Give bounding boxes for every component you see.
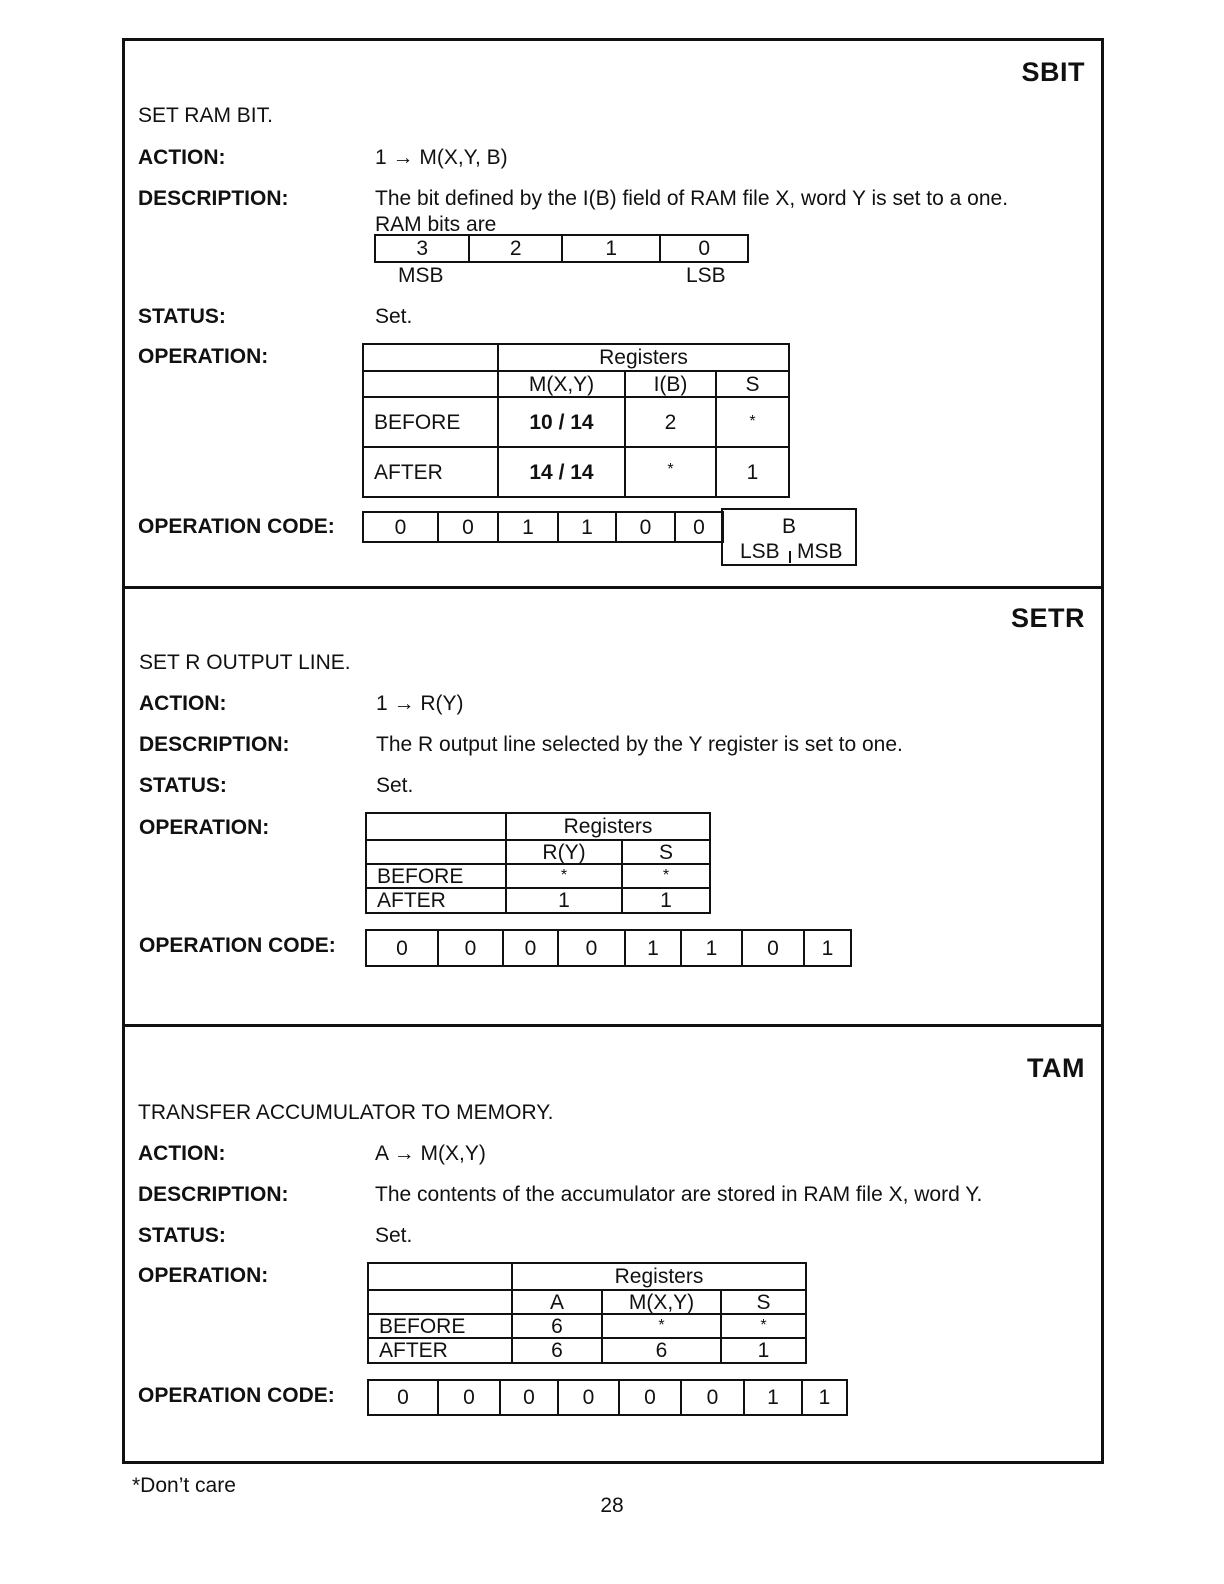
opcode-bit: 0 (675, 512, 723, 542)
opcode-bit: 0 (500, 1380, 558, 1415)
tam-operation-table (367, 1262, 807, 1364)
table-cell: 10 / 14 (498, 397, 625, 447)
tam-action: A → M(X,Y) (375, 1142, 486, 1165)
ram-bit-cell: 2 (469, 235, 562, 262)
opcode-bit: 1 (498, 512, 558, 542)
tam-action-label: ACTION: (138, 1142, 226, 1165)
page-number: 28 (600, 1494, 624, 1517)
table-cell: 2 (625, 397, 716, 447)
table-cell: 1 (506, 888, 622, 913)
sbit-description-label: DESCRIPTION: (138, 187, 289, 210)
column-header: S (721, 1290, 806, 1314)
ram-bit-cell: 0 (660, 235, 748, 262)
sbit-operation-table (362, 343, 790, 498)
opcode-bit: 1 (681, 930, 742, 966)
after-row-label: AFTER (366, 888, 506, 913)
opcode-bit: 0 (366, 930, 438, 966)
tam-status: Set. (375, 1224, 413, 1247)
setr-status-label: STATUS: (139, 774, 227, 797)
table-cell: 14 / 14 (498, 447, 625, 497)
column-header: R(Y) (506, 840, 622, 864)
ram-bit-cell: 1 (562, 235, 660, 262)
before-row-label: BEFORE (363, 397, 498, 447)
sbit-opcode-label: OPERATION CODE: (138, 515, 335, 538)
sbit-status-label: STATUS: (138, 305, 226, 328)
footnote: *Don’t care (132, 1474, 236, 1497)
opcode-bit: 0 (742, 930, 804, 966)
opcode-b-msb: MSB (797, 540, 843, 563)
opcode-b-lsb: LSB (740, 540, 780, 563)
tam-status-label: STATUS: (138, 1224, 226, 1247)
opcode-bit: 0 (438, 512, 498, 542)
instruction-frame (122, 38, 1104, 1464)
tam-description: The contents of the accumulator are stored in RAM file X, word Y. (375, 1183, 983, 1206)
table-cell: 6 (512, 1314, 602, 1338)
sbit-action: 1 → M(X,Y, B) (375, 146, 508, 169)
opcode-bit: 0 (363, 512, 438, 542)
registers-header: Registers (512, 1263, 806, 1290)
tam-operation-label: OPERATION: (138, 1264, 269, 1287)
opcode-bit: 0 (558, 1380, 619, 1415)
sbit-mnemonic: SBIT (1021, 57, 1085, 87)
table-cell: * (721, 1314, 806, 1338)
opcode-b-field (721, 508, 857, 566)
setr-opcode-diagram (365, 929, 852, 967)
column-header: I(B) (625, 371, 716, 397)
opcode-bit: 0 (681, 1380, 744, 1415)
opcode-bit: 0 (558, 930, 625, 966)
table-cell: * (506, 864, 622, 888)
opcode-bit: 0 (616, 512, 675, 542)
setr-operation-table (365, 812, 711, 914)
before-row-label: BEFORE (366, 864, 506, 888)
column-header: S (622, 840, 710, 864)
table-cell: 1 (721, 1338, 806, 1363)
column-header: M(X,Y) (602, 1290, 721, 1314)
sbit-action-label: ACTION: (138, 146, 226, 169)
table-cell: * (625, 447, 716, 497)
sbit-description: The bit defined by the I(B) field of RAM file X, word Y is set to a one. (375, 187, 1009, 210)
tam-opcode-diagram (367, 1379, 848, 1416)
setr-opcode-label: OPERATION CODE: (139, 934, 336, 957)
table-cell: 6 (602, 1338, 721, 1363)
tam-mnemonic: TAM (1027, 1053, 1085, 1083)
sbit-opcode-diagram (362, 511, 724, 543)
table-cell: 1 (622, 888, 710, 913)
setr-action: 1 → R(Y) (376, 692, 464, 715)
before-row-label: BEFORE (368, 1314, 512, 1338)
setr-operation-label: OPERATION: (139, 816, 270, 839)
opcode-bit: 1 (804, 930, 851, 966)
setr-description-label: DESCRIPTION: (139, 733, 290, 756)
opcode-bit: 1 (744, 1380, 802, 1415)
sbit-section (125, 41, 1101, 586)
after-row-label: AFTER (363, 447, 498, 497)
registers-header: Registers (506, 813, 710, 840)
opcode-bit: 1 (802, 1380, 847, 1415)
tam-section (125, 1027, 1101, 1464)
opcode-bit: 1 (625, 930, 681, 966)
column-header: S (716, 371, 789, 397)
registers-header: Registers (498, 344, 789, 371)
table-cell: * (716, 397, 789, 447)
tam-description-label: DESCRIPTION: (138, 1183, 289, 1206)
sbit-status: Set. (375, 305, 413, 328)
setr-mnemonic: SETR (1010, 603, 1085, 633)
tam-title: TRANSFER ACCUMULATOR TO MEMORY. (138, 1101, 554, 1124)
opcode-bit: 0 (438, 930, 503, 966)
setr-action-label: ACTION: (139, 692, 227, 715)
opcode-bit: 1 (558, 512, 616, 542)
after-row-label: AFTER (368, 1338, 512, 1363)
opcode-b-label: B (781, 515, 796, 538)
opcode-b-split (789, 551, 791, 563)
msb-label: MSB (398, 264, 444, 287)
setr-title: SET R OUTPUT LINE. (139, 651, 351, 674)
sbit-ram-bits-caption: RAM bits are (375, 213, 497, 236)
opcode-bit: 0 (438, 1380, 500, 1415)
sbit-operation-label: OPERATION: (138, 345, 269, 368)
opcode-bit: 0 (368, 1380, 438, 1415)
setr-section (125, 589, 1101, 1024)
opcode-bit: 0 (503, 930, 558, 966)
ram-bit-cell: 3 (375, 235, 469, 262)
sbit-title: SET RAM BIT. (138, 104, 273, 127)
setr-description: The R output line selected by the Y register is set to one. (376, 733, 903, 756)
table-cell: * (602, 1314, 721, 1338)
setr-status: Set. (376, 774, 414, 797)
column-header: M(X,Y) (498, 371, 625, 397)
opcode-bit: 0 (619, 1380, 681, 1415)
ram-bits-diagram (374, 234, 749, 263)
column-header: A (512, 1290, 602, 1314)
lsb-label: LSB (686, 264, 726, 287)
table-cell: 1 (716, 447, 789, 497)
tam-opcode-label: OPERATION CODE: (138, 1384, 335, 1407)
table-cell: 6 (512, 1338, 602, 1363)
table-cell: * (622, 864, 710, 888)
